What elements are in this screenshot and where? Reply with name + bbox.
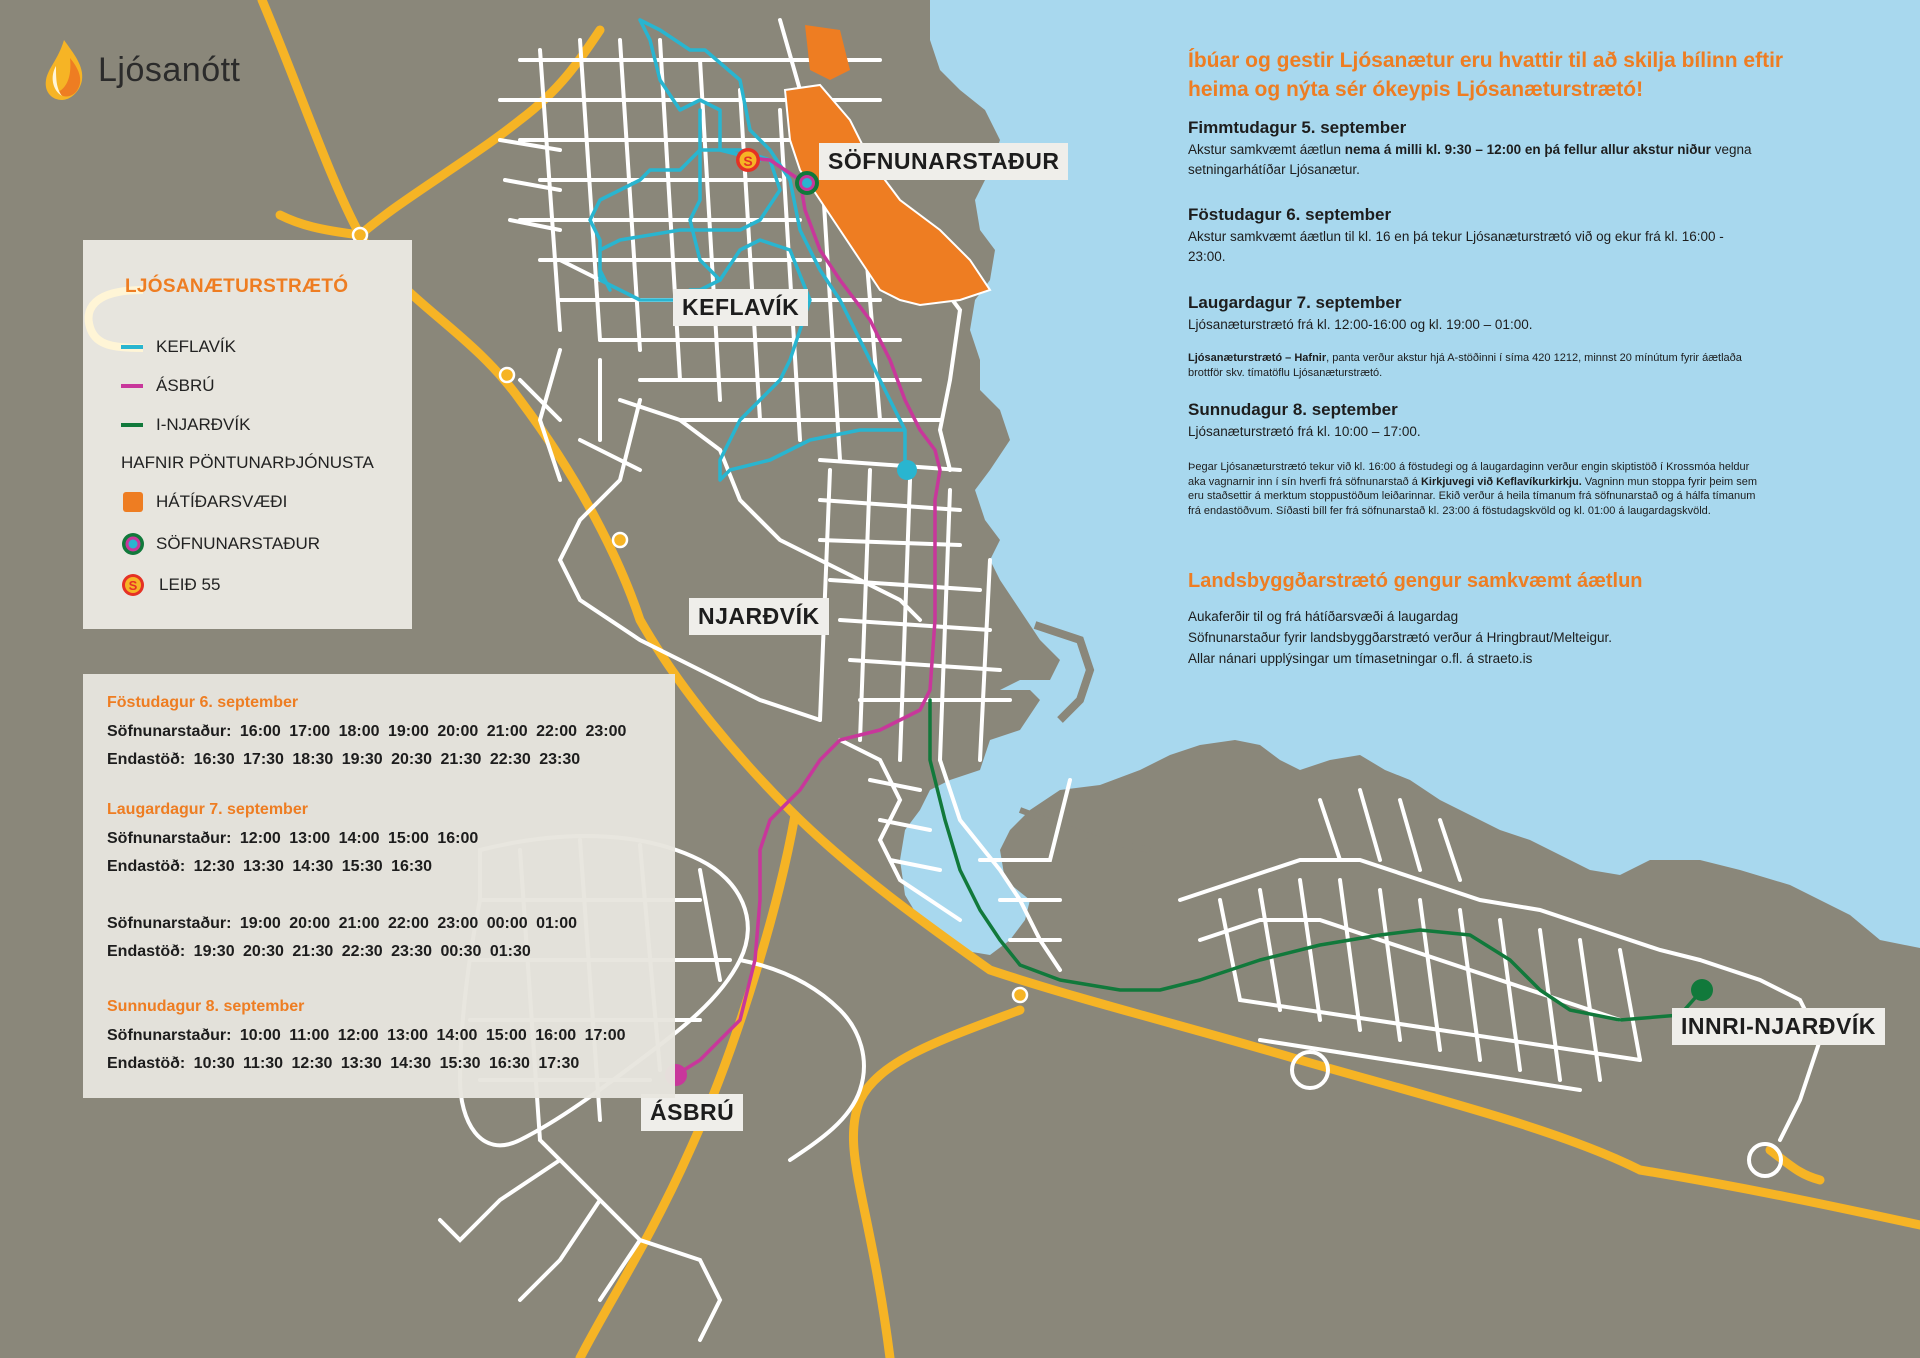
hafnir-note [1188,351,1758,380]
regional-line: Söfnunarstaður fyrir landsbyggðarstrætó verður á Hringbraut/Melteigur. [1188,630,1612,645]
junction [1013,988,1027,1002]
junction [613,533,627,547]
schedule-row: Söfnunarstaður: 12:00 13:00 14:00 15:00 16:00 [107,830,479,847]
route-55-icon [121,573,145,597]
innri-njardvik-endpoint [1691,979,1713,1001]
sunday-text: Ljósanæturstrætó frá kl. 10:00 – 17:00. [1188,424,1421,439]
svg-text:S: S [743,153,753,169]
legend-item-asbru [121,376,215,396]
thursday-text-a: Akstur samkvæmt áætlun [1188,142,1345,157]
festival-swatch [123,492,143,512]
legend-label: I-NJARÐVÍK [156,415,251,434]
brand-name: Ljósanótt [98,50,241,89]
general-note [1188,460,1758,518]
schedule-row: Söfnunarstaður: 19:00 20:00 21:00 22:00 23:00 00:00 01:00 [107,915,578,932]
schedule-panel [83,674,675,1098]
place-sofnunarstadur: SÖFNUNARSTAÐUR [819,143,1068,180]
regional-line: Allar nánari upplýsingar um tímasetningar o.fl. á straeto.is [1188,651,1533,666]
collection-point-icon [121,532,145,556]
legend-label: KEFLAVÍK [156,337,236,356]
schedule-row: Endastöð: 10:30 11:30 12:30 13:30 14:30 15:30 16:30 17:30 [107,1055,580,1072]
sofnunarstadur-marker [795,171,819,195]
info-headline: Íbúar og gestir Ljósanætur eru hvattir til að skilja bílinn eftir heima og nýta sér ókeypis Ljósanæturstrætó! [1188,49,1784,101]
legend-title: LJÓSANÆTURSTRÆTÓ [125,276,349,297]
general-note-c: Vagninn mun stoppa fyrir þeim sem eru staðsettir á merktum stoppustöðum leiðarinnar. Ekið verður á heila tímanum frá söfnunarstað og á hálfa tímanum frá endastöðvum. Síðasti bíll fer frá söfnunarstað kl. 23:00 á föstudagskvöld og kl. 01:00 á laugardagskvöld. [1188,475,1758,517]
legend-item-keflavik [121,337,236,357]
hafnir-note-bold: Ljósanæturstrætó – Hafnir [1188,352,1327,364]
place-keflavik: KEFLAVÍK [673,289,808,326]
regional-line: Aukaferðir til og frá hátíðarsvæði á laugardag [1188,609,1459,624]
sunday-title: Sunnudagur 8. september [1188,400,1398,419]
legend-item-route-55 [121,573,220,597]
place-njardvik: NJARÐVÍK [689,598,829,635]
legend-label: HAFNIR PÖNTUNARÞJÓNUSTA [121,453,374,472]
flame-logo-icon [40,38,88,102]
legend [83,240,412,629]
place-innri-njardvik: INNRI-NJARÐVÍK [1672,1008,1885,1045]
general-note-b: Kirkjuvegi við Keflavíkurkirkju. [1420,475,1582,488]
thursday-title: Fimmtudagur 5. september [1188,118,1407,137]
schedule-row: Endastöð: 12:30 13:30 14:30 15:30 16:30 [107,858,433,875]
schedule-row: Söfnunarstaður: 16:00 17:00 18:00 19:00 20:00 21:00 22:00 23:00 [107,723,627,740]
saturday-text: Ljósanæturstrætó frá kl. 12:00-16:00 og kl. 19:00 – 01:00. [1188,317,1533,332]
leid-55-marker [736,148,760,172]
schedule-row: Endastöð: 16:30 17:30 18:30 19:30 20:30 21:30 22:30 23:30 [107,751,581,768]
thursday-text-c: vegna setningarhátíðar Ljósanætur. [1188,142,1752,177]
thursday-text [1188,140,1758,180]
njardvik-swatch [121,423,143,427]
legend-item-festival [121,492,287,512]
legend-label: LEIÐ 55 [159,575,221,594]
legend-item-hafnir [121,453,374,473]
schedule-saturday-heading: Laugardagur 7. september [107,801,308,818]
junction [500,368,514,382]
route-55-symbol: S [128,578,138,593]
legend-label: ÁSBRÚ [156,376,215,395]
schedule-friday-heading: Föstudagur 6. september [107,694,299,711]
asbru-swatch [121,384,143,388]
schedule-row: Söfnunarstaður: 10:00 11:00 12:00 13:00 14:00 15:00 16:00 17:00 [107,1027,626,1044]
schedule-row: Endastöð: 19:30 20:30 21:30 22:30 23:30 00:30 01:30 [107,943,531,960]
thursday-text-b: nema á milli kl. 9:30 – 12:00 en þá fellur allur akstur niður [1344,142,1711,157]
schedule-sunday-heading: Sunnudagur 8. september [107,998,305,1015]
logo [40,38,241,102]
legend-label: HÁTÍÐARSVÆÐI [156,492,288,511]
friday-title: Föstudagur 6. september [1188,205,1392,224]
saturday-title: Laugardagur 7. september [1188,293,1402,312]
place-asbru: ÁSBRÚ [641,1094,743,1131]
keflavik-endpoint [897,460,917,480]
regional-title: Landsbyggðarstrætó gengur samkvæmt áætlun [1188,570,1643,592]
keflavik-swatch [121,345,143,349]
legend-item-njardvik [121,415,250,435]
legend-label: SÖFNUNARSTAÐUR [156,534,321,553]
hafnir-note-text: , panta verður akstur hjá A-stöðinni í síma 420 1212, minnst 20 mínútum fyrir áætlaða brottför skv. tímatöflu Ljósanæturstrætó. [1188,352,1742,379]
friday-text: Akstur samkvæmt áætlun til kl. 16 en þá tekur Ljósanæturstrætó við og ekur frá kl. 16:00 - 23:00. [1188,229,1724,264]
general-note-a: Þegar Ljósanæturstrætó tekur við kl. 16:00 á föstudegi og á laugardaginn verður engin skiptistöð í Krossmóa heldur aka vagnarnir inn í sín hverfi frá söfnunarstað á [1188,461,1750,488]
legend-item-collection-point [121,532,320,556]
